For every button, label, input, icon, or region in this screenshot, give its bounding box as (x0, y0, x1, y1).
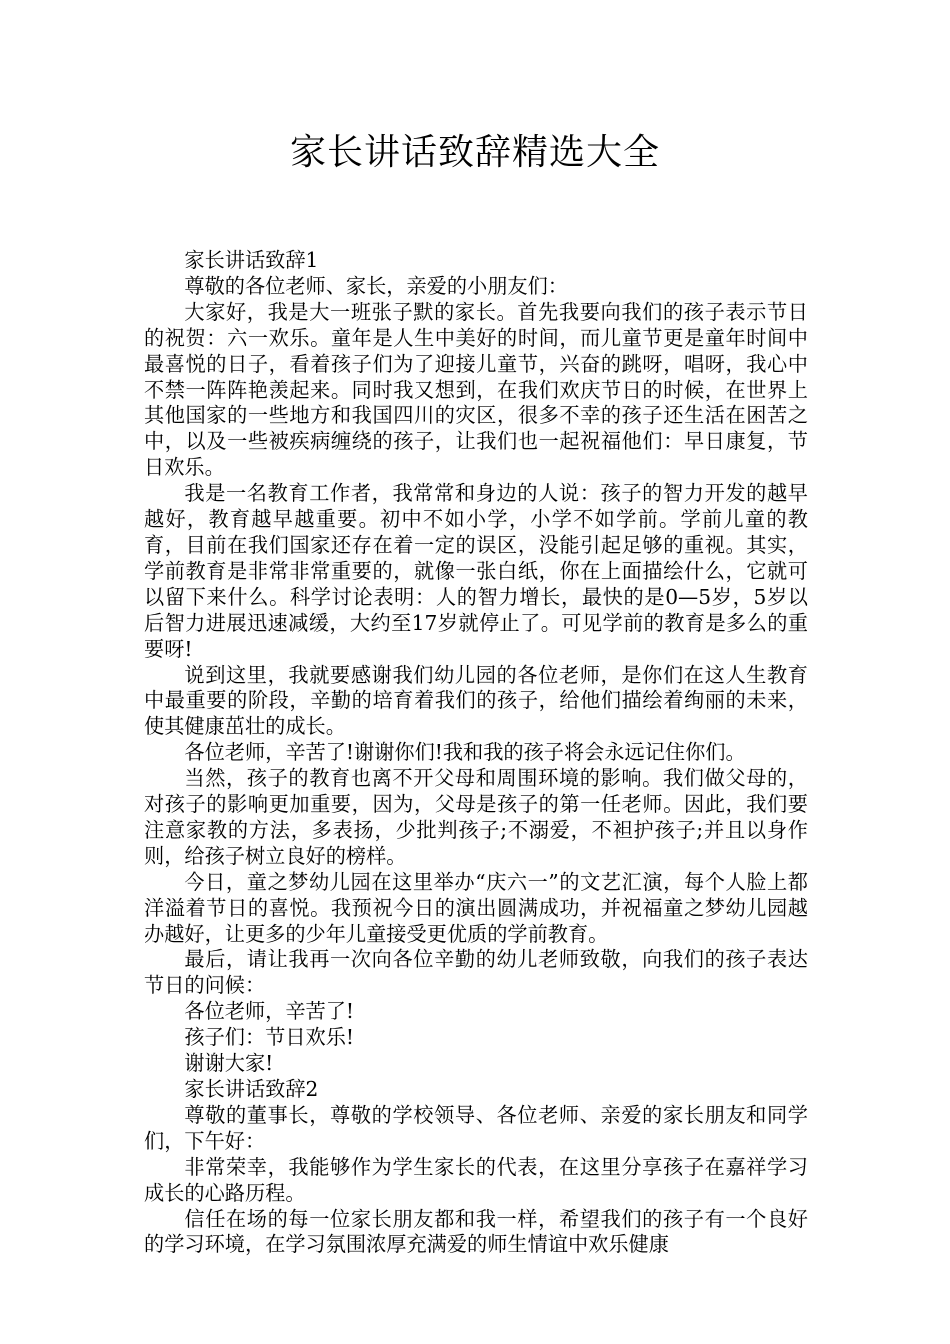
body-paragraph: 大家好，我是大一班张子默的家长。首先我要向我们的孩子表示节日的祝贺：六一欢乐。童年是人生中美好的时间，而儿童节更是童年时间中最喜悦的日子，看着孩子们为了迎接儿童节，兴奋的跳呀，唱呀，我心中不禁一阵阵艳羡起来。同时我又想到，在我们欢庆节日的时候，在世界上其他国家的一些地方和我国四川的灾区，很多不幸的孩子还生活在困苦之中，以及一些被疾病缠绕的孩子，让我们也一起祝福他们：早日康复，节日欢乐。 (144, 299, 808, 480)
document-body (144, 248, 808, 1258)
body-paragraph: 当然，孩子的教育也离不开父母和周围环境的影响。我们做父母的，对孩子的影响更加重要，因为，父母是孩子的第一任老师。因此，我们要注意家教的方法，多表扬，少批判孩子;不溺爱，不袒护孩子;并且以身作则，给孩子树立良好的榜样。 (144, 766, 808, 868)
closing-line: 各位老师，辛苦了! (184, 999, 355, 1024)
section-heading-1: 家长讲话致辞1 (184, 248, 319, 272)
body-paragraph: 信任在场的每一位家长朋友都和我一样，希望我们的孩子有一个良好的学习环境，在学习氛围浓厚充满爱的师生情谊中欢乐健康 (144, 1206, 808, 1257)
document-title: 家长讲话致辞精选大全 (289, 132, 660, 173)
salutation-paragraph: 尊敬的董事长，尊敬的学校领导、各位老师、亲爱的家长朋友和同学们，下午好： (144, 1102, 808, 1153)
section-heading-2: 家长讲话致辞2 (184, 1077, 319, 1101)
body-paragraph: 说到这里，我就要感谢我们幼儿园的各位老师，是你们在这人生教育中最重要的阶段，辛勤的培育着我们的孩子，给他们描绘着绚丽的未来，使其健康茁壮的成长。 (144, 662, 808, 739)
body-paragraph: 各位老师，辛苦了!谢谢你们!我和我的孩子将会永远记住你们。 (184, 740, 746, 765)
body-paragraph: 最后，请让我再一次向各位辛勤的幼儿老师致敬，向我们的孩子表达节日的问候： (144, 947, 808, 998)
body-paragraph: 今日，童之梦幼儿园在这里举办“庆六一”的文艺汇演，每个人脸上都洋溢着节日的喜悦。我预祝今日的演出圆满成功，并祝福童之梦幼儿园越办越好，让更多的少年儿童接受更优质的学前教育。 (144, 869, 808, 946)
salutation-paragraph: 尊敬的各位老师、家长，亲爱的小朋友们： (184, 273, 568, 298)
body-paragraph: 我是一名教育工作者，我常常和身边的人说：孩子的智力开发的越早越好，教育越早越重要。初中不如小学，小学不如学前。学前儿童的教育，目前在我们国家还存在着一定的误区，没能引起足够的重视。其实，学前教育是非常非常重要的，就像一张白纸，你在上面描绘什么，它就可以留下来什么。科学讨论表明：人的智力增长，最快的是0—5岁，5岁以后智力进展迅速减缓，大约至17岁就停止了。可见学前的教育是多么的重要呀! (144, 481, 808, 661)
closing-line: 谢谢大家! (184, 1051, 274, 1076)
body-paragraph: 非常荣幸，我能够作为学生家长的代表，在这里分享孩子在嘉祥学习成长的心路历程。 (144, 1154, 808, 1205)
closing-line: 孩子们：节日欢乐! (184, 1025, 355, 1050)
